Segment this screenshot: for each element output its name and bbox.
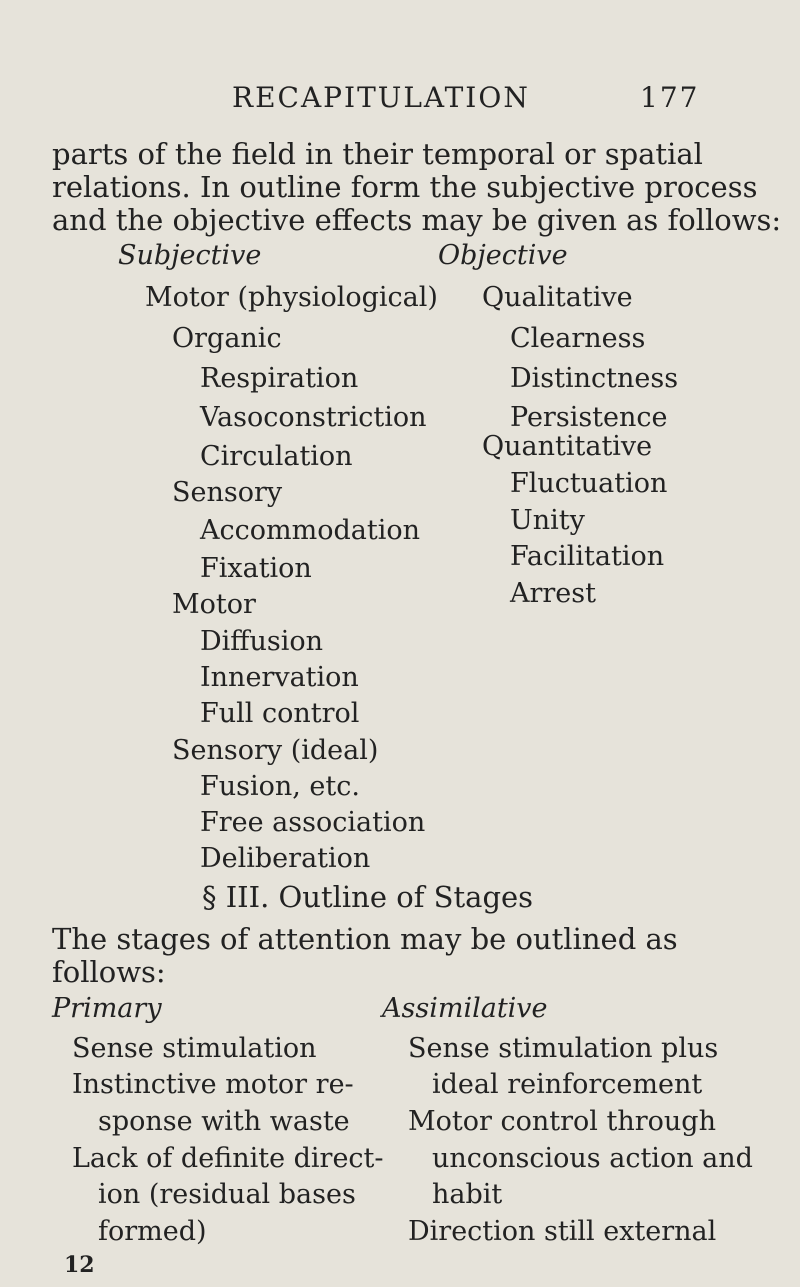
assimilative-item: Direction still external <box>408 1216 717 1247</box>
subjective-item: Accommodation <box>200 515 420 546</box>
assimilative-item: habit <box>432 1179 503 1210</box>
subjective-item: Innervation <box>200 662 359 693</box>
assimilative-item: Motor control through <box>408 1106 716 1137</box>
subjective-item: Deliberation <box>200 843 371 874</box>
primary-item: Instinctive motor re- <box>72 1069 354 1100</box>
intro-line-2: relations. In outline form the subjective process <box>52 170 758 204</box>
subjective-item: Circulation <box>200 441 353 472</box>
subjective-header: Subjective <box>118 240 262 271</box>
subjective-item: Free association <box>200 807 426 838</box>
section-intro-line-1: The stages of attention may be outlined as <box>52 922 678 956</box>
subjective-item: Full control <box>200 698 360 729</box>
subjective-item: Diffusion <box>200 626 323 657</box>
intro-line-1: parts of the field in their temporal or spatial <box>52 137 703 171</box>
objective-item: Arrest <box>510 578 596 609</box>
objective-item: Quantitative <box>482 431 653 462</box>
primary-item: formed) <box>98 1216 207 1247</box>
intro-line-3: and the objective effects may be given as follows: <box>52 203 782 237</box>
section-heading: § III. Outline of Stages <box>202 880 534 914</box>
subjective-item: Motor (physiological) <box>145 282 438 313</box>
page-number: 177 <box>640 81 700 114</box>
subjective-item: Respiration <box>200 363 359 394</box>
assimilative-item: Sense stimulation plus <box>408 1033 719 1064</box>
objective-item: Distinctness <box>510 363 679 394</box>
objective-item: Qualitative <box>482 282 633 313</box>
subjective-item: Sensory <box>172 477 283 508</box>
running-title: RECAPITULATION <box>232 81 530 114</box>
subjective-item: Sensory (ideal) <box>172 735 379 766</box>
subjective-item: Motor <box>172 589 256 620</box>
assimilative-header: Assimilative <box>382 993 548 1024</box>
assimilative-item: ideal reinforcement <box>432 1069 703 1100</box>
primary-item: sponse with waste <box>98 1106 350 1137</box>
objective-item: Unity <box>510 505 585 536</box>
subjective-item: Fixation <box>200 553 312 584</box>
section-intro-line-2: follows: <box>52 955 166 989</box>
subjective-item: Organic <box>172 323 282 354</box>
assimilative-item: unconscious action and <box>432 1143 753 1174</box>
primary-item: Lack of definite direct- <box>72 1143 384 1174</box>
objective-item: Persistence <box>510 402 668 433</box>
subjective-item: Fusion, etc. <box>200 771 360 802</box>
objective-item: Clearness <box>510 323 646 354</box>
primary-item: Sense stimulation <box>72 1033 317 1064</box>
subjective-item: Vasoconstriction <box>200 402 427 433</box>
primary-header: Primary <box>52 993 162 1024</box>
primary-item: ion (residual bases <box>98 1179 356 1210</box>
objective-header: Objective <box>438 240 568 271</box>
objective-item: Facilitation <box>510 541 665 572</box>
objective-item: Fluctuation <box>510 468 668 499</box>
signature-mark: 12 <box>64 1252 95 1278</box>
